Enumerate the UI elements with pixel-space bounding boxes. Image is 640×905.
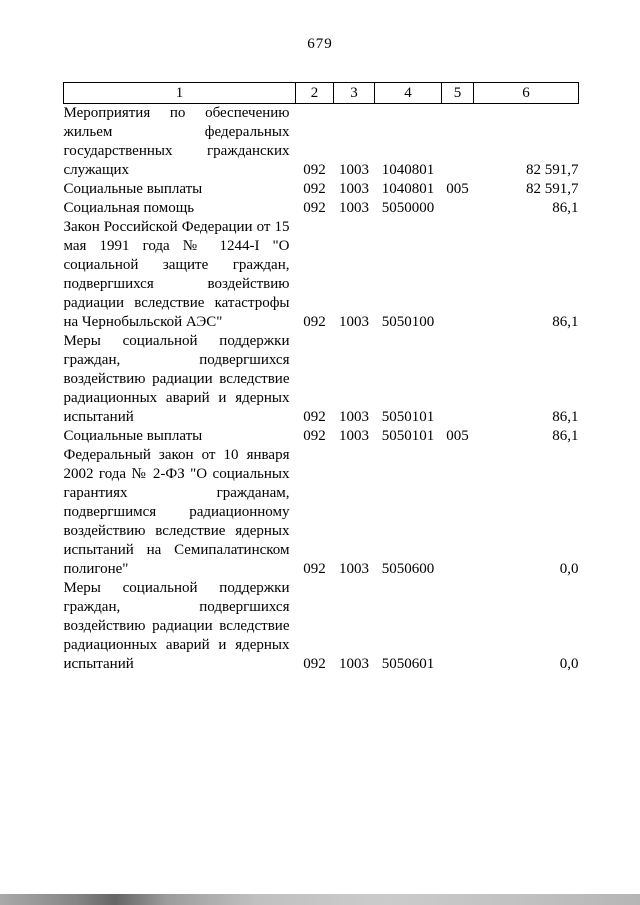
expense-type-cell (442, 218, 474, 332)
expense-type-cell (442, 579, 474, 674)
header-col-2: 2 (296, 83, 334, 104)
name-cell: Социальные выплаты (63, 181, 203, 197)
expense-type-cell: 005 (446, 181, 469, 197)
chapter-code-cell: 092 (303, 200, 326, 216)
chapter-code-cell: 092 (303, 409, 326, 425)
table-row (64, 579, 579, 674)
amount-cell: 86,1 (552, 428, 579, 444)
scan-edge-artifact (0, 894, 640, 905)
table-row (64, 104, 579, 181)
section-code-cell: 1003 (339, 656, 369, 672)
table-row (64, 218, 579, 332)
name-cell: Закон Российской Федерации от 15 мая 1991 года № 1244-I "О социальной защите граждан, подвергшихся воздействию радиации вследствие катастрофы на Чернобыльской АЭС" (63, 219, 290, 330)
section-code-cell: 1003 (339, 409, 369, 425)
section-code-cell: 1003 (339, 428, 369, 444)
chapter-code-cell: 092 (303, 656, 326, 672)
header-col-3: 3 (334, 83, 375, 104)
section-code-cell: 1003 (339, 561, 369, 577)
expense-type-cell (442, 104, 474, 181)
name-cell: Мероприятия по обеспечению жильем федеральных государственных гражданских служащих (63, 105, 290, 178)
target-item-cell: 1040801 (381, 181, 435, 197)
chapter-code-cell: 092 (303, 162, 326, 178)
amount-cell: 86,1 (552, 200, 579, 216)
header-col-5: 5 (442, 83, 474, 104)
target-item-cell: 5050000 (381, 200, 435, 216)
header-col-1: 1 (64, 83, 296, 104)
target-item-cell: 5050101 (381, 428, 435, 444)
target-item-cell: 5050601 (381, 656, 435, 672)
section-code-cell: 1003 (339, 200, 369, 216)
amount-cell: 0,0 (559, 561, 579, 577)
amount-cell: 82 591,7 (526, 181, 579, 197)
expense-type-cell (442, 446, 474, 579)
amount-cell: 86,1 (552, 409, 579, 425)
target-item-cell: 5050600 (381, 561, 435, 577)
page-number: 679 (307, 36, 333, 52)
amount-cell: 0,0 (559, 656, 579, 672)
expense-type-cell (442, 332, 474, 427)
target-item-cell: 5050101 (381, 409, 435, 425)
chapter-code-cell: 092 (303, 428, 326, 444)
table-row (64, 427, 579, 446)
chapter-code-cell: 092 (303, 314, 326, 330)
target-item-cell: 5050100 (381, 314, 435, 330)
chapter-code-cell: 092 (303, 181, 326, 197)
target-item-cell: 1040801 (381, 162, 435, 178)
amount-cell: 82 591,7 (526, 162, 579, 178)
header-col-6: 6 (474, 83, 579, 104)
section-code-cell: 1003 (339, 314, 369, 330)
table-row (64, 180, 579, 199)
amount-cell: 86,1 (552, 314, 579, 330)
expense-type-cell: 005 (446, 428, 469, 444)
name-cell: Федеральный закон от 10 января 2002 года № 2-ФЗ "О социальных гарантиях гражданам, подвергшимся радиационному воздействию вследствие ядерных испытаний на Семипалатинском полигоне" (63, 447, 290, 577)
expense-type-cell (442, 199, 474, 218)
name-cell: Меры социальной поддержки граждан, подвергшихся воздействию радиации вследствие радиационных аварий и ядерных испытаний (63, 333, 290, 425)
chapter-code-cell: 092 (303, 561, 326, 577)
section-code-cell: 1003 (339, 162, 369, 178)
name-cell: Социальная помощь (63, 200, 195, 216)
header-col-4: 4 (375, 83, 442, 104)
table-header-row (64, 83, 579, 104)
name-cell: Социальные выплаты (63, 428, 203, 444)
table-row (64, 199, 579, 218)
budget-table (63, 82, 579, 674)
table-row (64, 332, 579, 427)
table-row (64, 446, 579, 579)
section-code-cell: 1003 (339, 181, 369, 197)
name-cell: Меры социальной поддержки граждан, подвергшихся воздействию радиации вследствие радиационных аварий и ядерных испытаний (63, 580, 290, 672)
